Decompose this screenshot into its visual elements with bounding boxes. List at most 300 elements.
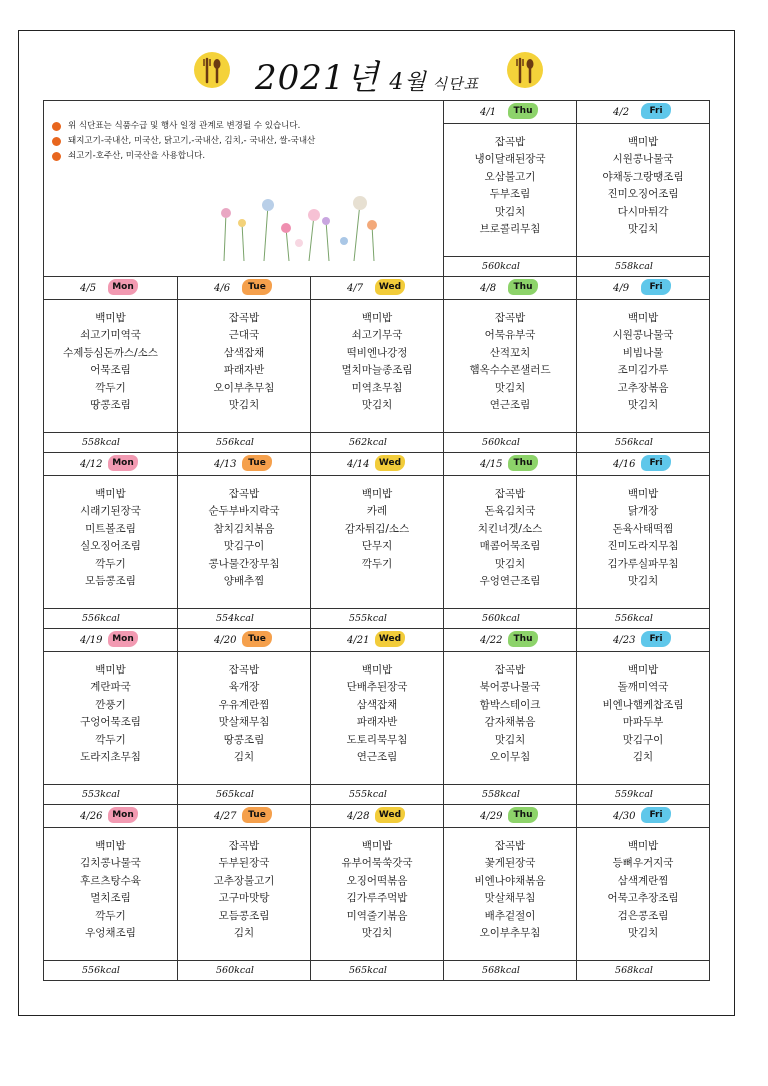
menu-item: 계란파국 bbox=[90, 681, 131, 694]
menu-item: 시원콩나물국 bbox=[612, 329, 674, 342]
week-calorie-row bbox=[44, 961, 710, 981]
menu-item: 백미밥 bbox=[95, 488, 126, 500]
menu-item: 잡곡밥 bbox=[494, 840, 526, 852]
menu-item: 감자튀김/소스 bbox=[344, 522, 410, 535]
menu-item: 김치 bbox=[632, 751, 654, 764]
menu-item: 비엔나야채볶음 bbox=[474, 874, 546, 887]
week-header-row bbox=[44, 277, 710, 300]
date-label: 4/26 bbox=[80, 811, 103, 822]
week-calorie-row bbox=[44, 433, 710, 453]
menu-item: 오이부추무침 bbox=[479, 927, 541, 940]
weekday-badge: Thu bbox=[508, 279, 538, 295]
date-label: 4/6 bbox=[214, 283, 231, 294]
calorie-cell bbox=[311, 785, 444, 805]
menu-item: 맛김치 bbox=[627, 575, 659, 588]
menu-item: 백미밥 bbox=[95, 664, 126, 676]
menu-item: 모듬콩조림 bbox=[85, 575, 136, 588]
menu-cell bbox=[444, 828, 577, 961]
day-header-inner bbox=[444, 101, 576, 123]
menu-item: 시원콩나물국 bbox=[612, 153, 674, 166]
day-header bbox=[311, 629, 444, 652]
weekday-badge: Fri bbox=[641, 455, 671, 471]
calorie-value: 559kcal bbox=[615, 789, 653, 800]
menu-item: 돈육김치국 bbox=[484, 505, 536, 518]
menu-item: 맛김치 bbox=[361, 399, 393, 412]
menu-item: 등뼈우거지국 bbox=[612, 857, 674, 870]
day-header bbox=[577, 277, 710, 300]
menu-items bbox=[311, 652, 443, 784]
notice-text: 쇠고기-호주산, 미국산을 사용합니다. bbox=[68, 151, 206, 161]
menu-item: 치킨너겟/소스 bbox=[477, 522, 543, 535]
week-items-row bbox=[44, 652, 710, 785]
menu-item: 오이무침 bbox=[489, 751, 531, 764]
calorie-cell bbox=[311, 609, 444, 629]
page-title bbox=[255, 50, 479, 99]
day-header bbox=[44, 453, 178, 476]
day-header bbox=[577, 629, 710, 652]
weekday-badge: Fri bbox=[641, 103, 671, 119]
day-header-inner bbox=[311, 453, 443, 475]
menu-item: 백미밥 bbox=[361, 664, 393, 676]
menu-cell bbox=[444, 476, 577, 609]
weekday-badge: Mon bbox=[108, 279, 138, 295]
menu-item: 맛김치 bbox=[228, 399, 260, 412]
menu-item: 백미밥 bbox=[627, 664, 659, 676]
weekday-badge: Tue bbox=[242, 807, 272, 823]
date-label: 4/23 bbox=[613, 635, 636, 646]
menu-items bbox=[178, 652, 310, 784]
menu-item: 오이부추무침 bbox=[213, 381, 275, 394]
menu-cell bbox=[577, 476, 710, 609]
first-row-header bbox=[44, 101, 710, 124]
day-header-inner bbox=[577, 629, 709, 651]
menu-item: 맛김구이 bbox=[223, 540, 265, 553]
menu-cell bbox=[577, 652, 710, 785]
menu-item: 김치 bbox=[233, 927, 255, 940]
menu-items bbox=[444, 124, 576, 256]
menu-cell bbox=[311, 828, 444, 961]
menu-item: 야채동그랑땡조림 bbox=[602, 170, 684, 183]
menu-item: 햄옥수수콘샐러드 bbox=[469, 364, 551, 377]
menu-item: 땅콩조림 bbox=[223, 733, 265, 746]
weekday-badge: Mon bbox=[108, 807, 138, 823]
calorie-value: 568kcal bbox=[615, 965, 653, 976]
menu-item: 맛김치 bbox=[494, 381, 526, 394]
calorie-cell bbox=[444, 785, 577, 805]
menu-items bbox=[311, 828, 443, 960]
menu-cell bbox=[577, 300, 710, 433]
menu-item: 감자채볶음 bbox=[484, 716, 536, 729]
menu-item: 잡곡밥 bbox=[228, 840, 260, 852]
date-label: 4/19 bbox=[80, 635, 103, 646]
week-items-row bbox=[44, 300, 710, 433]
menu-item: 깍두기 bbox=[361, 557, 393, 570]
menu-item: 실오징어조림 bbox=[80, 540, 141, 553]
calorie-cell bbox=[178, 785, 311, 805]
menu-item: 백미밥 bbox=[95, 312, 126, 324]
date-label: 4/21 bbox=[347, 635, 370, 646]
menu-cell bbox=[577, 124, 710, 257]
notice-item bbox=[52, 134, 443, 149]
menu-item: 쇠고기미역국 bbox=[80, 329, 141, 342]
date-label: 4/5 bbox=[80, 283, 97, 294]
day-header-inner bbox=[577, 101, 709, 123]
date-label: 4/15 bbox=[480, 459, 503, 470]
menu-items bbox=[178, 300, 310, 432]
day-header-inner bbox=[178, 277, 310, 299]
menu-item: 배추겉절이 bbox=[484, 909, 536, 922]
weekday-badge: Tue bbox=[242, 631, 272, 647]
menu-item: 김치콩나물국 bbox=[80, 857, 141, 870]
menu-item: 맛김치 bbox=[627, 399, 659, 412]
calorie-cell bbox=[311, 961, 444, 981]
weekday-badge: Thu bbox=[508, 103, 538, 119]
calorie-value: 568kcal bbox=[482, 965, 520, 976]
menu-items bbox=[178, 828, 310, 960]
menu-item: 육개장 bbox=[228, 681, 260, 694]
menu-item: 연근조림 bbox=[489, 399, 531, 412]
menu-items bbox=[311, 300, 443, 432]
calorie-value: 558kcal bbox=[82, 437, 120, 448]
cutlery-icon bbox=[507, 52, 543, 88]
notice-text: 돼지고기-국내산, 미국산, 닭고기,-국내산, 김치,- 국내산, 쌀-국내산 bbox=[68, 136, 316, 146]
day-header bbox=[444, 805, 577, 828]
notice-item bbox=[52, 149, 443, 164]
menu-cell bbox=[44, 300, 178, 433]
day-header bbox=[44, 277, 178, 300]
menu-items bbox=[311, 476, 443, 608]
cutlery-icon bbox=[194, 52, 230, 88]
menu-item: 고추장볶음 bbox=[617, 381, 669, 394]
menu-item: 멸치조림 bbox=[90, 892, 131, 905]
menu-item: 후르츠탕수육 bbox=[80, 874, 141, 887]
weekday-badge: Mon bbox=[108, 455, 138, 471]
menu-items bbox=[444, 300, 576, 432]
title-month: 4월 bbox=[389, 70, 427, 95]
menu-item: 떡비엔나강정 bbox=[346, 346, 408, 359]
menu-item: 냉이달래된장국 bbox=[474, 153, 546, 166]
calorie-value: 556kcal bbox=[82, 965, 120, 976]
flowers-illustration bbox=[204, 193, 399, 263]
menu-item: 도토리묵무침 bbox=[346, 733, 408, 746]
bullet-icon bbox=[52, 137, 61, 146]
menu-item: 고구마맛탕 bbox=[218, 892, 270, 905]
day-header-inner bbox=[577, 277, 709, 299]
title-label: 식단표 bbox=[432, 75, 480, 93]
menu-item: 맛김치 bbox=[494, 557, 526, 570]
menu-item: 김가루주먹밥 bbox=[346, 892, 408, 905]
weekday-badge: Wed bbox=[375, 279, 405, 295]
date-label: 4/27 bbox=[214, 811, 237, 822]
day-header bbox=[444, 101, 577, 124]
calorie-value: 562kcal bbox=[349, 437, 387, 448]
menu-item: 두부조림 bbox=[489, 188, 531, 201]
menu-item: 구엉어묵조림 bbox=[80, 716, 141, 729]
menu-item: 맛김치 bbox=[494, 205, 526, 218]
calorie-cell bbox=[178, 433, 311, 453]
day-header-inner bbox=[577, 453, 709, 475]
calorie-value: 556kcal bbox=[615, 437, 653, 448]
calorie-value: 554kcal bbox=[216, 613, 254, 624]
week-header-row bbox=[44, 453, 710, 476]
menu-item: 삼색잡채 bbox=[356, 698, 398, 711]
date-label: 4/14 bbox=[347, 459, 370, 470]
menu-item: 잡곡밥 bbox=[494, 488, 526, 500]
menu-item: 잡곡밥 bbox=[228, 488, 260, 500]
day-header-inner bbox=[44, 277, 177, 299]
calorie-cell bbox=[577, 785, 710, 805]
menu-item: 맛김치 bbox=[361, 927, 393, 940]
calorie-value: 560kcal bbox=[482, 261, 520, 272]
menu-items bbox=[444, 476, 576, 608]
menu-item: 매콤어묵조림 bbox=[479, 540, 541, 553]
menu-item: 두부된장국 bbox=[218, 857, 270, 870]
menu-item: 비빔나물 bbox=[622, 346, 664, 359]
calorie-value: 565kcal bbox=[216, 789, 254, 800]
day-header bbox=[44, 629, 178, 652]
menu-item: 맛살채무침 bbox=[218, 716, 270, 729]
menu-item: 백미밥 bbox=[627, 488, 659, 500]
calorie-value: 555kcal bbox=[349, 789, 387, 800]
menu-item: 맛김구이 bbox=[622, 733, 664, 746]
menu-items bbox=[44, 828, 177, 960]
day-header-inner bbox=[44, 805, 177, 827]
menu-item: 비엔나햄케찹조림 bbox=[602, 698, 684, 711]
calorie-cell bbox=[44, 609, 178, 629]
week-header-row bbox=[44, 629, 710, 652]
day-header bbox=[44, 805, 178, 828]
menu-item: 진미오징어조림 bbox=[607, 188, 679, 201]
menu-table bbox=[43, 100, 710, 981]
week-items-row bbox=[44, 476, 710, 609]
menu-item: 잡곡밥 bbox=[494, 312, 526, 324]
weekday-badge: Thu bbox=[508, 807, 538, 823]
menu-item: 맛김치 bbox=[627, 927, 659, 940]
calorie-value: 560kcal bbox=[482, 613, 520, 624]
day-header bbox=[178, 277, 311, 300]
notice-item bbox=[52, 119, 443, 134]
date-label: 4/30 bbox=[613, 811, 636, 822]
date-label: 4/12 bbox=[80, 459, 103, 470]
menu-cell bbox=[311, 300, 444, 433]
date-label: 4/2 bbox=[613, 107, 630, 118]
menu-item: 진미도라지무침 bbox=[607, 540, 679, 553]
calorie-value: 556kcal bbox=[216, 437, 254, 448]
day-header bbox=[178, 805, 311, 828]
date-label: 4/7 bbox=[347, 283, 364, 294]
week-calorie-row bbox=[44, 785, 710, 805]
menu-item: 콩나물간장무침 bbox=[208, 557, 280, 570]
menu-cell bbox=[178, 828, 311, 961]
menu-cell bbox=[178, 476, 311, 609]
menu-item: 함박스테이크 bbox=[479, 698, 541, 711]
menu-cell bbox=[311, 476, 444, 609]
menu-item: 미역줄기볶음 bbox=[346, 909, 408, 922]
menu-item: 우엉연근조림 bbox=[479, 575, 541, 588]
menu-item: 백미밥 bbox=[361, 488, 393, 500]
menu-items bbox=[577, 652, 709, 784]
menu-item: 파래자반 bbox=[223, 364, 265, 377]
calorie-cell bbox=[577, 433, 710, 453]
menu-item: 잡곡밥 bbox=[228, 312, 260, 324]
weekday-badge: Tue bbox=[242, 455, 272, 471]
day-header bbox=[178, 453, 311, 476]
calorie-value: 556kcal bbox=[82, 613, 120, 624]
menu-item: 깍두기 bbox=[95, 381, 126, 394]
menu-item: 참치김치볶음 bbox=[213, 522, 275, 535]
menu-item: 깍두기 bbox=[95, 909, 126, 922]
day-header bbox=[311, 453, 444, 476]
calorie-cell bbox=[444, 961, 577, 981]
menu-item: 양배추찜 bbox=[223, 575, 265, 588]
date-label: 4/29 bbox=[480, 811, 503, 822]
menu-item: 백미밥 bbox=[627, 136, 659, 148]
weekday-badge: Fri bbox=[641, 279, 671, 295]
calorie-cell bbox=[444, 609, 577, 629]
calorie-cell bbox=[577, 257, 710, 277]
day-header-inner bbox=[311, 805, 443, 827]
weekday-badge: Fri bbox=[641, 631, 671, 647]
menu-item: 순두부바지락국 bbox=[208, 505, 280, 518]
menu-item: 잡곡밥 bbox=[494, 136, 526, 148]
date-label: 4/20 bbox=[214, 635, 237, 646]
menu-item: 김치 bbox=[233, 751, 255, 764]
menu-cell bbox=[311, 652, 444, 785]
menu-item: 마파두부 bbox=[622, 716, 664, 729]
menu-items bbox=[577, 300, 709, 432]
menu-item: 오징어떡볶음 bbox=[346, 874, 408, 887]
menu-cell bbox=[444, 124, 577, 257]
menu-item: 단배추된장국 bbox=[346, 681, 408, 694]
weekday-badge: Mon bbox=[108, 631, 138, 647]
calorie-cell bbox=[44, 433, 178, 453]
menu-item: 돈육사태떡찜 bbox=[612, 522, 674, 535]
menu-item: 우유계란찜 bbox=[218, 698, 270, 711]
menu-item: 백미밥 bbox=[627, 840, 659, 852]
menu-item: 미역초무침 bbox=[351, 381, 403, 394]
calorie-cell bbox=[44, 785, 178, 805]
menu-item: 깐풍기 bbox=[95, 698, 126, 711]
menu-items bbox=[444, 828, 576, 960]
menu-cell bbox=[178, 300, 311, 433]
menu-item: 깍두기 bbox=[95, 733, 126, 746]
menu-item: 시래기된장국 bbox=[80, 505, 141, 518]
day-header-inner bbox=[444, 277, 576, 299]
calorie-value: 558kcal bbox=[482, 789, 520, 800]
calorie-cell bbox=[311, 433, 444, 453]
day-header bbox=[311, 805, 444, 828]
menu-items bbox=[577, 476, 709, 608]
day-header-inner bbox=[178, 805, 310, 827]
menu-item: 북어콩나물국 bbox=[479, 681, 541, 694]
day-header-inner bbox=[444, 805, 576, 827]
weekday-badge: Tue bbox=[242, 279, 272, 295]
menu-item: 꽃게된장국 bbox=[484, 857, 536, 870]
calorie-cell bbox=[44, 961, 178, 981]
weekday-badge: Wed bbox=[375, 631, 405, 647]
menu-item: 브로콜리무침 bbox=[479, 223, 541, 236]
menu-item: 잡곡밥 bbox=[228, 664, 260, 676]
day-header bbox=[311, 277, 444, 300]
week-header-row bbox=[44, 805, 710, 828]
menu-item: 파래자반 bbox=[356, 716, 398, 729]
day-header bbox=[577, 805, 710, 828]
day-header-inner bbox=[577, 805, 709, 827]
menu-item: 백미밥 bbox=[95, 840, 126, 852]
day-header-inner bbox=[178, 453, 310, 475]
menu-cell bbox=[44, 476, 178, 609]
menu-item: 조미김가루 bbox=[617, 364, 669, 377]
bullet-icon bbox=[52, 122, 61, 131]
menu-item: 땅콩조림 bbox=[90, 399, 131, 412]
calorie-value: 560kcal bbox=[482, 437, 520, 448]
title-year: 2021년 bbox=[255, 58, 380, 98]
menu-item: 연근조림 bbox=[356, 751, 398, 764]
menu-item: 근대국 bbox=[228, 329, 260, 342]
weekday-badge: Thu bbox=[508, 455, 538, 471]
menu-item: 쇠고기무국 bbox=[351, 329, 403, 342]
week-items-row bbox=[44, 828, 710, 961]
date-label: 4/9 bbox=[613, 283, 630, 294]
notice-cell bbox=[44, 101, 444, 277]
menu-item: 삼색잡채 bbox=[223, 346, 265, 359]
weekday-badge: Fri bbox=[641, 807, 671, 823]
menu-item: 맛김치 bbox=[494, 733, 526, 746]
menu-item: 카레 bbox=[366, 505, 388, 518]
weekday-badge: Thu bbox=[508, 631, 538, 647]
calorie-cell bbox=[577, 961, 710, 981]
day-header-inner bbox=[311, 277, 443, 299]
day-header-inner bbox=[444, 453, 576, 475]
bullet-icon bbox=[52, 152, 61, 161]
menu-item: 백미밥 bbox=[361, 312, 393, 324]
menu-item: 도라지초무침 bbox=[80, 751, 141, 764]
menu-item: 멸치마늘종조림 bbox=[341, 364, 413, 377]
menu-item: 닭개장 bbox=[627, 505, 659, 518]
menu-items bbox=[44, 300, 177, 432]
notice-text: 위 식단표는 식품수급 및 행사 일정 관계로 변경될 수 있습니다. bbox=[68, 121, 301, 131]
date-label: 4/1 bbox=[480, 107, 497, 118]
calorie-cell bbox=[178, 961, 311, 981]
menu-items bbox=[577, 828, 709, 960]
calorie-cell bbox=[444, 433, 577, 453]
title-row bbox=[0, 38, 768, 100]
calorie-value: 556kcal bbox=[615, 613, 653, 624]
menu-item: 백미밥 bbox=[361, 840, 393, 852]
menu-items bbox=[577, 124, 709, 256]
day-header bbox=[444, 277, 577, 300]
menu-item: 깍두기 bbox=[95, 557, 126, 570]
day-header-inner bbox=[444, 629, 576, 651]
menu-item: 어묵유부국 bbox=[484, 329, 536, 342]
calorie-cell bbox=[178, 609, 311, 629]
menu-item: 다시마튀각 bbox=[617, 205, 669, 218]
menu-item: 삼색계란찜 bbox=[617, 874, 669, 887]
day-header-inner bbox=[311, 629, 443, 651]
date-label: 4/22 bbox=[480, 635, 503, 646]
menu-item: 김가루실파무침 bbox=[607, 557, 679, 570]
menu-cell bbox=[178, 652, 311, 785]
menu-cell bbox=[44, 828, 178, 961]
calorie-cell bbox=[444, 257, 577, 277]
menu-item: 백미밥 bbox=[627, 312, 659, 324]
weekday-badge: Wed bbox=[375, 455, 405, 471]
menu-item: 돌깨미역국 bbox=[617, 681, 669, 694]
date-label: 4/8 bbox=[480, 283, 497, 294]
day-header bbox=[178, 629, 311, 652]
menu-items bbox=[444, 652, 576, 784]
day-header bbox=[444, 453, 577, 476]
